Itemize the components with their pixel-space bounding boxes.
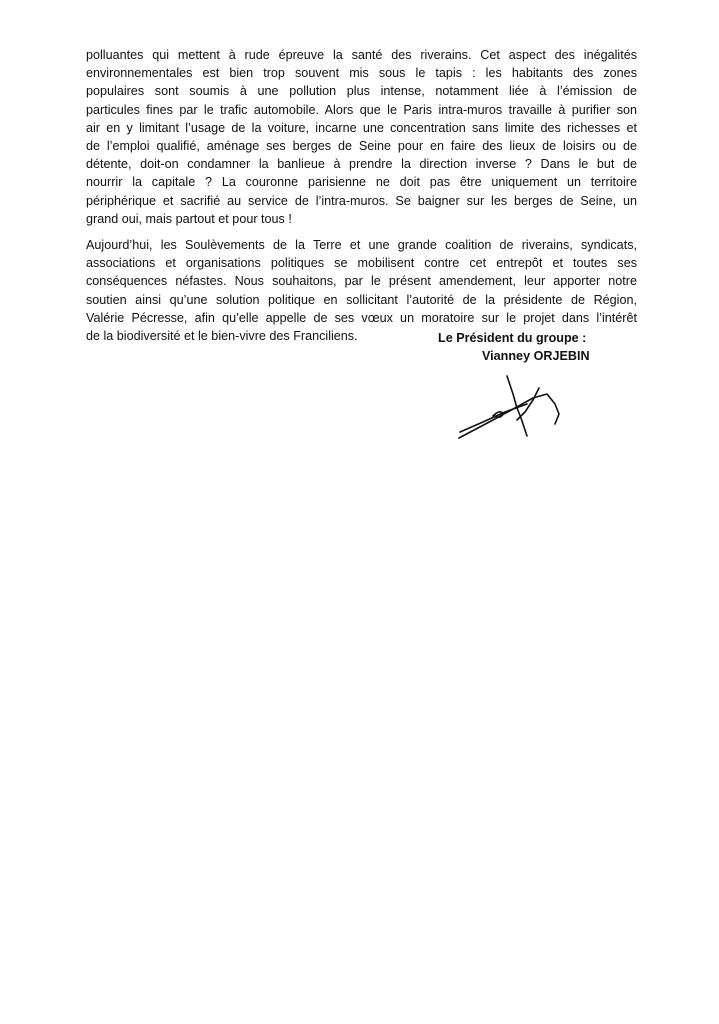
text-line: nourrir la capitale ? La couronne parisienne ne doit pas être uniquement un territoire: [86, 175, 637, 190]
text-line: polluantes qui mettent à rude épreuve la santé des riverains. Cet aspect des inégalités: [86, 48, 637, 62]
signatory-name: Vianney ORJEBIN: [482, 349, 590, 363]
text-line: détente, doit-on condamner la banlieue à prendre la direction inverse ? Dans le but de: [86, 157, 637, 172]
signatory-role: Le Président du groupe :: [438, 331, 587, 345]
signature-block: [438, 329, 638, 365]
text-line: Aujourd’hui, les Soulèvements de la Terre et une grande coalition de riverains, syndicats,: [86, 238, 637, 253]
text-line: conséquences néfastes. Nous souhaitons, par le présent amendement, leur apporter notre: [86, 274, 637, 289]
text-line: particules fines par le trafic automobile. Alors que le Paris intra-muros travaille à purifier son: [86, 102, 637, 117]
text-line: périphérique et sacrifié au service de l’intra-muros. Se baigner sur les berges de Seine, un: [86, 193, 637, 208]
text-line: air en y limitant l’usage de la voiture, incarne une concentration sans limite des richesses et: [86, 120, 637, 135]
paragraph-1: [86, 46, 637, 228]
text-line: soutien ainsi qu’une solution politique en sollicitant l’autorité de la présidente de Région,: [86, 292, 637, 307]
text-line: Valérie Pécresse, afin qu’elle appelle de ses vœux un moratoire sur le projet dans l’intérêt: [86, 310, 637, 325]
text-line: de la biodiversité et le bien-vivre des Franciliens.: [86, 329, 358, 344]
text-line: populaires sont soumis à une pollution plus intense, notamment liée à l’émission de: [86, 84, 637, 99]
text-line: grand oui, mais partout et pour tous !: [86, 211, 292, 226]
handwritten-signature: [455, 374, 565, 444]
text-line: environnementales est bien trop souvent mis sous le tapis : les habitants des zones: [86, 66, 637, 81]
text-line: de l’emploi qualifié, aménage ses berges de Seine pour en faire des lieux de loisirs ou de: [86, 139, 637, 154]
text-line: associations et organisations politiques se mobilisent contre cet entrepôt et toutes ses: [86, 256, 637, 271]
document-body: [86, 46, 637, 353]
